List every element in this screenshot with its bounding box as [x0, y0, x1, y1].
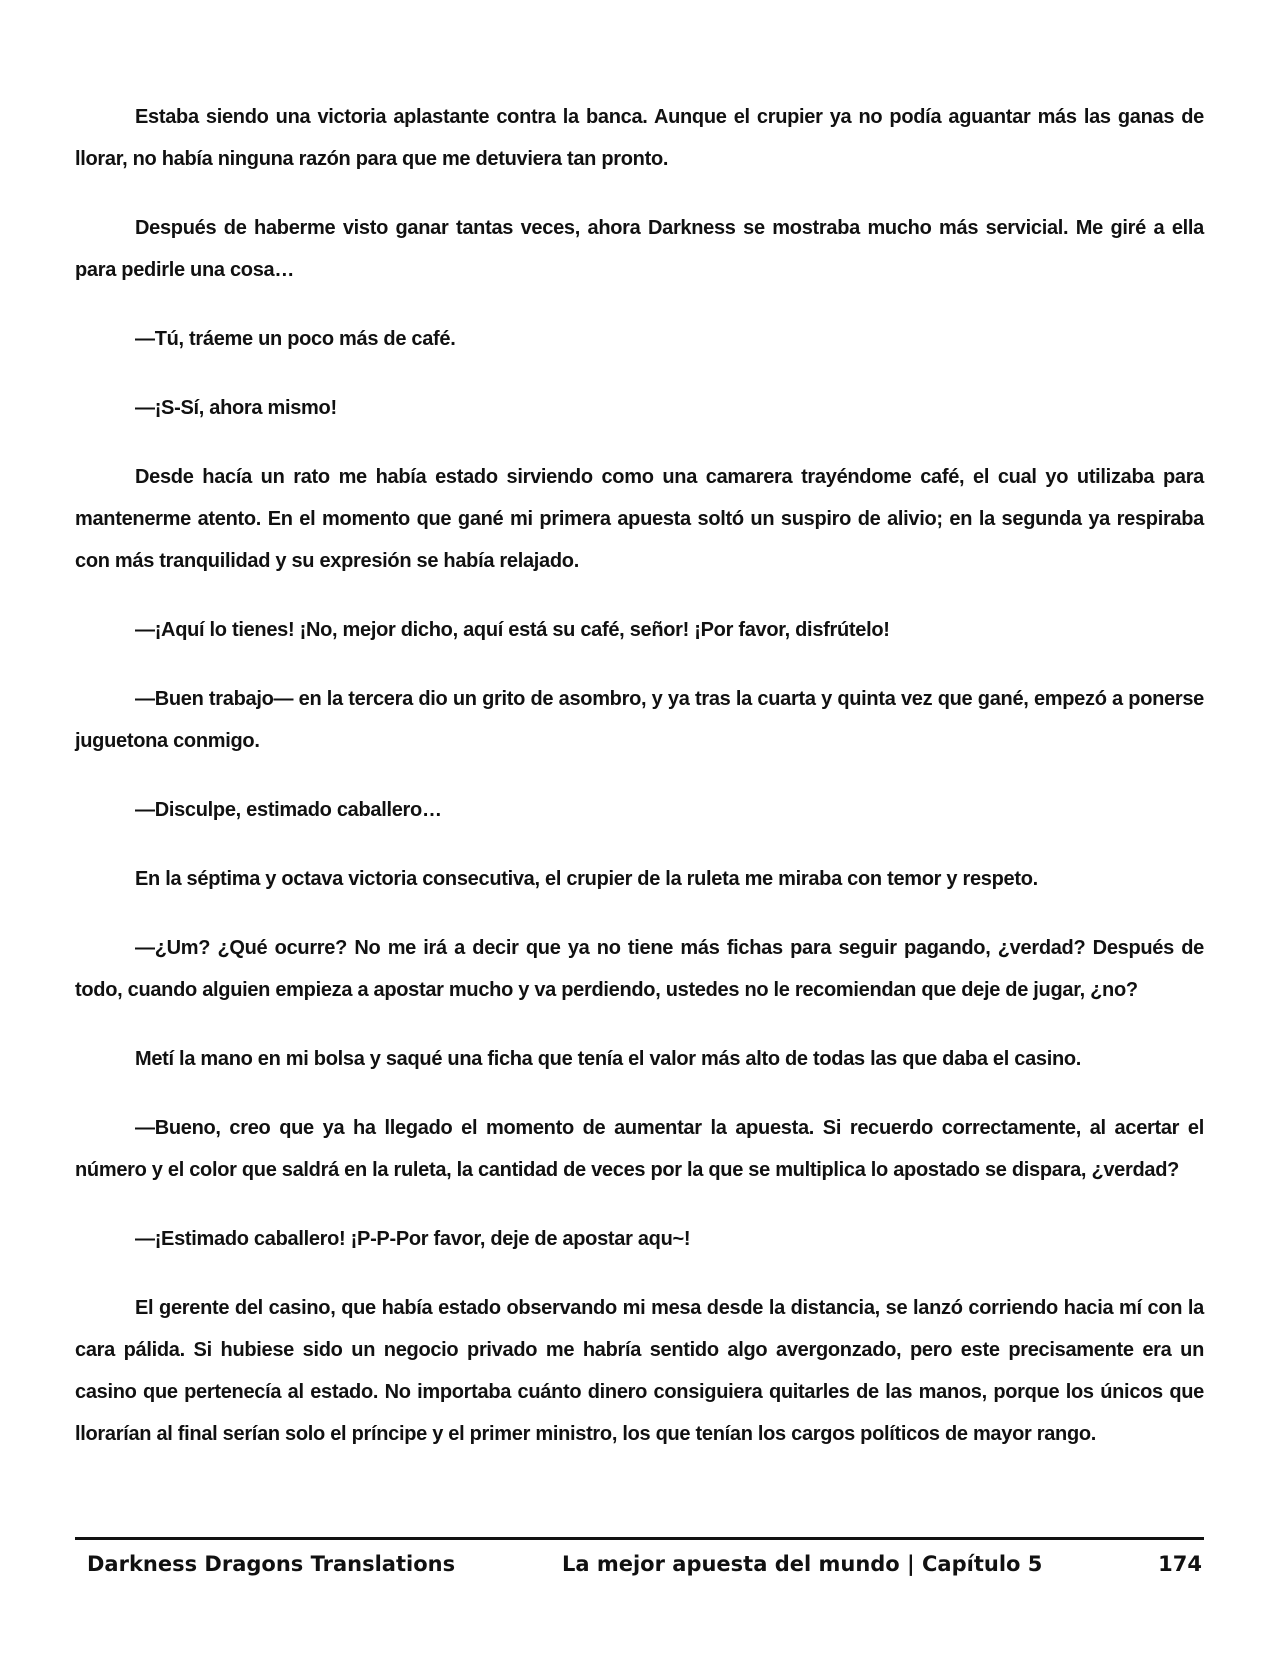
paragraph: —¿Um? ¿Qué ocurre? No me irá a decir que ya no tiene más fichas para seguir pagando, ¿verdad? Después de todo, cuando alguien empieza a apostar mucho y va perdiendo, ustedes no le recomiendan que deje de jugar, ¿no? — [75, 937, 1204, 1001]
paragraph: El gerente del casino, que había estado observando mi mesa desde la distancia, se lanzó corriendo hacia mí con la cara pálida. Si hubiese sido un negocio privado me habría sentido algo avergonzado, pero este precisamente era un casino que pertenecía al estado. No importaba cuánto dinero consiguiera quitarles de las manos, porque los únicos que llorarían al final serían solo el príncipe y el primer ministro, los que tenían los cargos políticos de mayor rango. — [75, 1297, 1204, 1445]
paragraph: —Buen trabajo— en la tercera dio un grito de asombro, y ya tras la cuarta y quinta vez que gané, empezó a ponerse juguetona conmigo. — [75, 688, 1204, 752]
page-body — [75, 96, 1204, 1482]
paragraph: Metí la mano en mi bolsa y saqué una ficha que tenía el valor más alto de todas las que daba el casino. — [135, 1048, 1082, 1070]
paragraph: Desde hacía un rato me había estado sirviendo como una camarera trayéndome café, el cual yo utilizaba para mantenerme atento. En el momento que gané mi primera apuesta soltó un suspiro de alivio; en la segunda ya respiraba con más tranquilidad y su expresión se había relajado. — [75, 466, 1204, 572]
dialogue-line: —¡Estimado caballero! ¡P-P-Por favor, deje de apostar aqu~! — [135, 1228, 691, 1250]
paragraph: Después de haberme visto ganar tantas veces, ahora Darkness se mostraba mucho más servicial. Me giré a ella para pedirle una cosa… — [75, 217, 1204, 281]
footer-translator: Darkness Dragons Translations — [87, 1552, 456, 1576]
dialogue-line: —¡S-Sí, ahora mismo! — [135, 397, 337, 419]
page-number: 174 — [1158, 1552, 1202, 1576]
footer-chapter-title: La mejor apuesta del mundo | Capítulo 5 — [562, 1552, 1043, 1576]
paragraph: Estaba siendo una victoria aplastante contra la banca. Aunque el crupier ya no podía aguantar más las ganas de llorar, no había ninguna razón para que me detuviera tan pronto. — [75, 106, 1204, 170]
page-footer — [75, 1537, 1204, 1580]
dialogue-line: —Tú, tráeme un poco más de café. — [135, 328, 456, 350]
dialogue-line: —¡Aquí lo tienes! ¡No, mejor dicho, aquí está su café, señor! ¡Por favor, disfrútelo! — [135, 619, 890, 641]
dialogue-line: —Disculpe, estimado caballero… — [135, 799, 442, 821]
footer-row — [75, 1540, 1204, 1580]
paragraph: En la séptima y octava victoria consecutiva, el crupier de la ruleta me miraba con temor y respeto. — [135, 868, 1038, 890]
paragraph: —Bueno, creo que ya ha llegado el momento de aumentar la apuesta. Si recuerdo correctamente, al acertar el número y el color que saldrá en la ruleta, la cantidad de veces por la que se multiplica lo apostado se dispara, ¿verdad? — [75, 1117, 1204, 1181]
